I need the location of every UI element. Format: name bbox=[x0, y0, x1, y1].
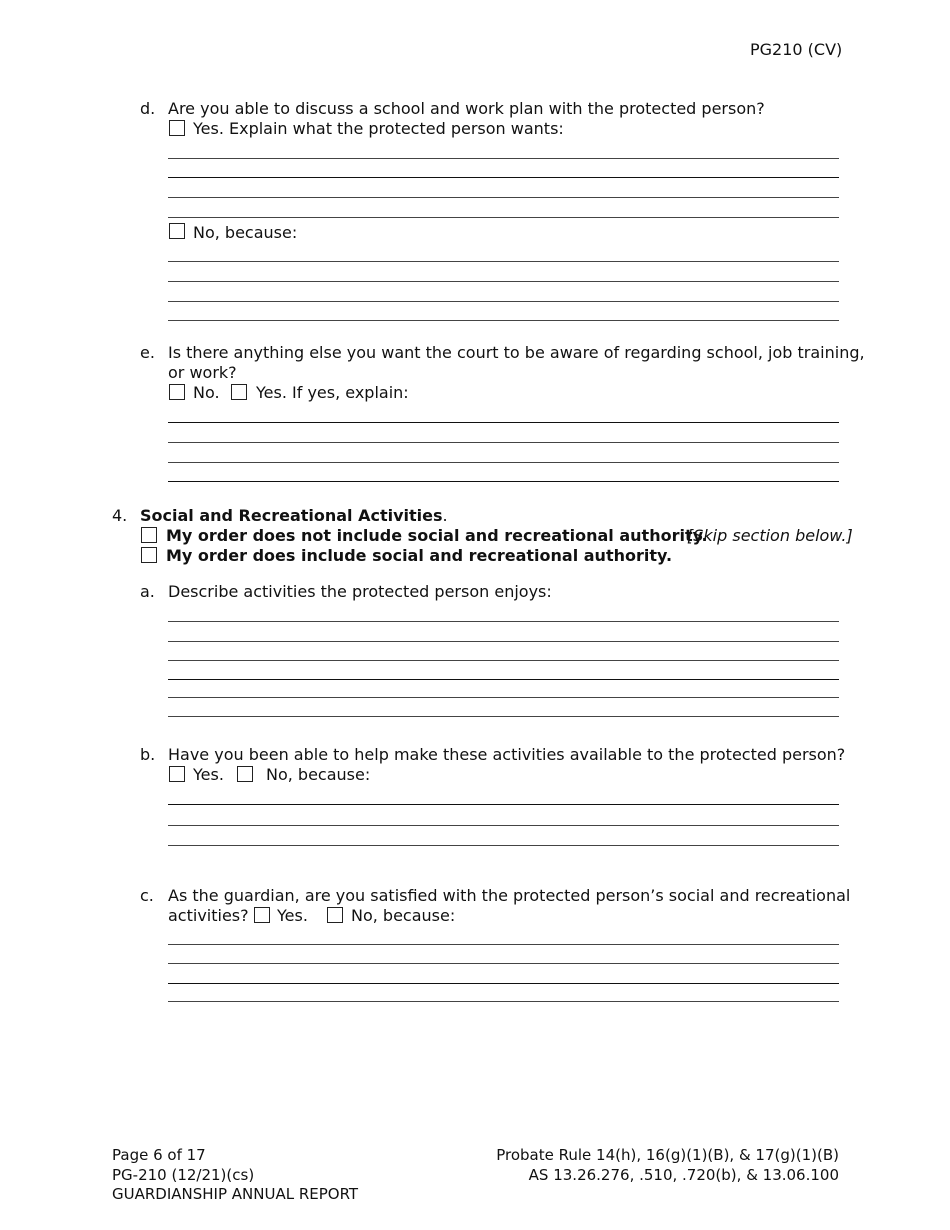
answer-line[interactable] bbox=[168, 462, 839, 463]
answer-line[interactable] bbox=[168, 679, 839, 680]
answer-line[interactable] bbox=[168, 944, 839, 945]
question-e-no-label: No. bbox=[193, 383, 220, 402]
answer-line[interactable] bbox=[168, 217, 839, 218]
answer-line[interactable] bbox=[168, 825, 839, 826]
skip-section-note: [Skip section below.] bbox=[687, 526, 853, 545]
footer-page-number: Page 6 of 17 bbox=[112, 1146, 206, 1164]
order-not-include-checkbox[interactable] bbox=[141, 527, 157, 543]
answer-line[interactable] bbox=[168, 320, 839, 321]
answer-line[interactable] bbox=[168, 963, 839, 964]
question-d-no-checkbox[interactable] bbox=[169, 223, 185, 239]
answer-line[interactable] bbox=[168, 697, 839, 698]
question-4b-no-label: No, because: bbox=[266, 765, 371, 784]
order-not-include-label: My order does not include social and recreational authority. bbox=[166, 526, 708, 545]
answer-line[interactable] bbox=[168, 197, 839, 198]
answer-line[interactable] bbox=[168, 158, 839, 159]
answer-line[interactable] bbox=[168, 442, 839, 443]
question-4b-text: Have you been able to help make these activities available to the protected person? bbox=[168, 745, 846, 764]
section-4-title: Social and Recreational Activities bbox=[140, 506, 443, 525]
question-4c-text-prefix: activities? bbox=[168, 906, 249, 925]
question-d-yes-checkbox[interactable] bbox=[169, 120, 185, 136]
question-d-text: Are you able to discuss a school and work plan with the protected person? bbox=[168, 99, 765, 118]
answer-line[interactable] bbox=[168, 177, 839, 178]
footer-rule-reference: Probate Rule 14(h), 16(g)(1)(B), & 17(g)(1)(B) bbox=[496, 1146, 839, 1164]
section-4-title-period: . bbox=[442, 506, 448, 525]
question-4b-yes-checkbox[interactable] bbox=[169, 766, 185, 782]
answer-line[interactable] bbox=[168, 1001, 839, 1002]
question-4c-no-label: No, because: bbox=[351, 906, 456, 925]
question-4c-text-line1: As the guardian, are you satisfied with the protected person’s social and recreational bbox=[168, 886, 851, 905]
order-include-checkbox[interactable] bbox=[141, 547, 157, 563]
question-4c-letter: c. bbox=[140, 886, 154, 905]
question-e-no-checkbox[interactable] bbox=[169, 384, 185, 400]
question-e-text-line2: or work? bbox=[168, 363, 237, 382]
answer-line[interactable] bbox=[168, 422, 839, 423]
answer-line[interactable] bbox=[168, 481, 839, 482]
answer-line[interactable] bbox=[168, 641, 839, 642]
footer-statute-reference: AS 13.26.276, .510, .720(b), & 13.06.100 bbox=[528, 1166, 839, 1184]
answer-line[interactable] bbox=[168, 804, 839, 805]
footer-form-title: GUARDIANSHIP ANNUAL REPORT bbox=[112, 1185, 359, 1203]
answer-line[interactable] bbox=[168, 660, 839, 661]
answer-line[interactable] bbox=[168, 983, 839, 984]
question-4a-text: Describe activities the protected person enjoys: bbox=[168, 582, 552, 601]
section-4-number: 4. bbox=[112, 506, 128, 525]
answer-line[interactable] bbox=[168, 845, 839, 846]
question-d-no-label: No, because: bbox=[193, 223, 298, 242]
question-e-letter: e. bbox=[140, 343, 155, 362]
answer-line[interactable] bbox=[168, 716, 839, 717]
question-4c-yes-checkbox[interactable] bbox=[254, 907, 270, 923]
form-code-header: PG210 (CV) bbox=[750, 40, 843, 59]
answer-line[interactable] bbox=[168, 281, 839, 282]
question-d-letter: d. bbox=[140, 99, 156, 118]
answer-line[interactable] bbox=[168, 301, 839, 302]
footer-form-id: PG-210 (12/21)(cs) bbox=[112, 1166, 255, 1184]
question-4c-yes-label: Yes. bbox=[277, 906, 308, 925]
section-4-heading bbox=[140, 506, 448, 526]
answer-line[interactable] bbox=[168, 261, 839, 262]
question-4b-letter: b. bbox=[140, 745, 156, 764]
question-4b-no-checkbox[interactable] bbox=[237, 766, 253, 782]
order-include-label: My order does include social and recreational authority. bbox=[166, 546, 673, 565]
question-4b-yes-label: Yes. bbox=[193, 765, 224, 784]
question-4c-no-checkbox[interactable] bbox=[327, 907, 343, 923]
question-d-yes-label: Yes. Explain what the protected person wants: bbox=[193, 119, 564, 138]
question-e-yes-label: Yes. If yes, explain: bbox=[256, 383, 409, 402]
question-e-yes-checkbox[interactable] bbox=[231, 384, 247, 400]
question-e-text-line1: Is there anything else you want the court to be aware of regarding school, job training, bbox=[168, 343, 865, 362]
question-4a-letter: a. bbox=[140, 582, 155, 601]
answer-line[interactable] bbox=[168, 621, 839, 622]
